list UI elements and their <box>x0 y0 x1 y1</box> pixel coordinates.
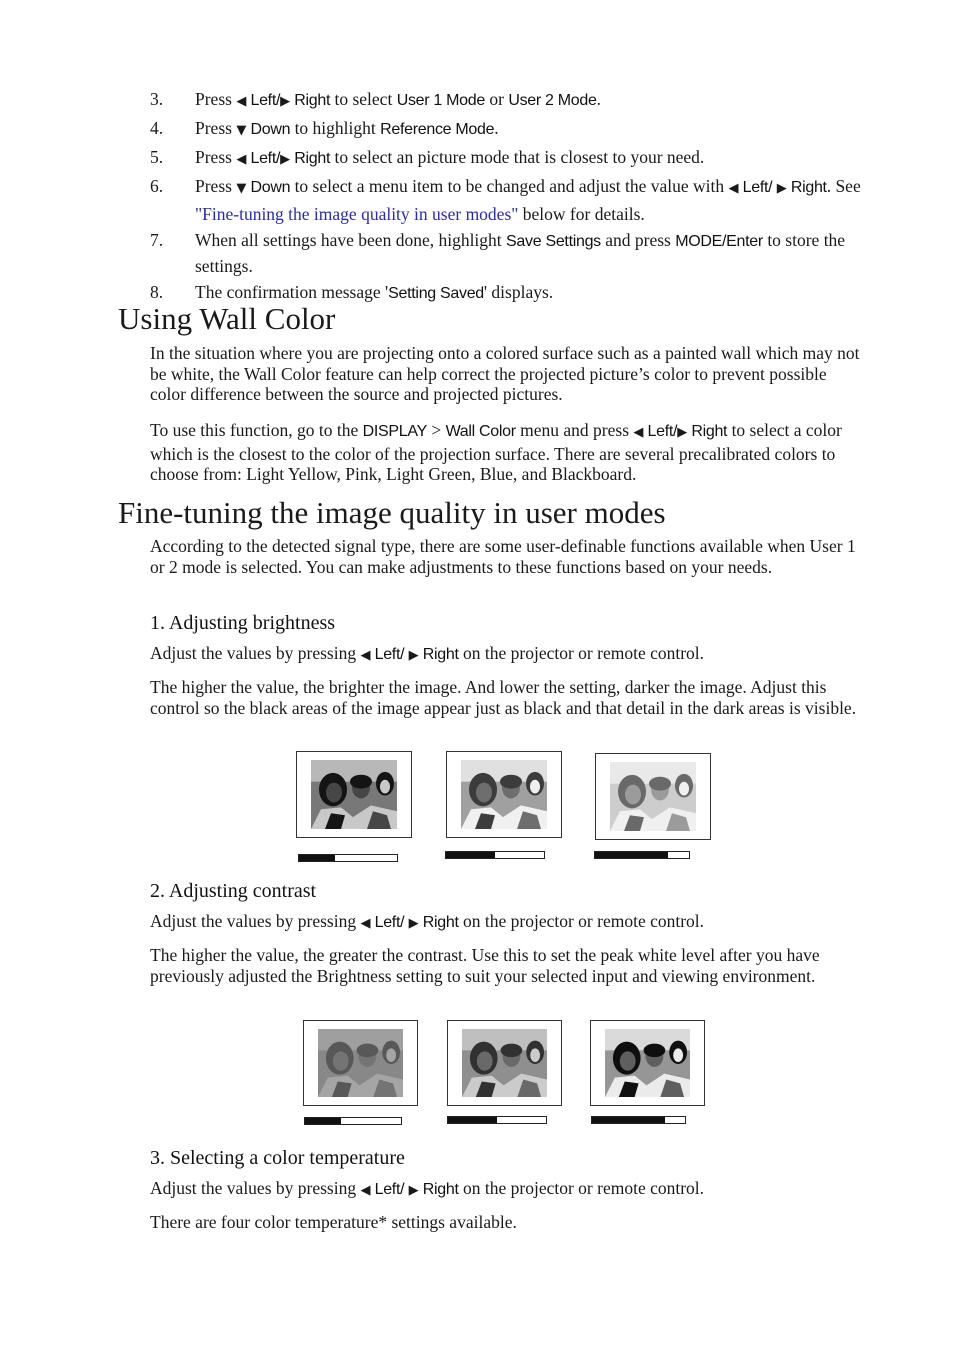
left-arrow-icon: ◀ <box>360 916 371 931</box>
step-item <box>150 116 870 144</box>
text-run: on the projector or remote control. <box>458 643 705 663</box>
down-arrow-icon: ▼ <box>236 123 247 138</box>
level-bar <box>591 1116 686 1124</box>
color-temperature-heading: 3. Selecting a color temperature <box>150 1147 405 1169</box>
step-number: 6. <box>150 176 164 196</box>
text-run: to select a menu item to be changed and adjust the value with <box>290 176 729 196</box>
contrast-paragraph-1 <box>150 911 860 935</box>
step-number: 3. <box>150 89 164 109</box>
menu-term: Down <box>246 121 291 138</box>
right-arrow-icon: ▶ <box>677 425 688 440</box>
level-bar-fill <box>595 852 668 858</box>
color-temperature-paragraph-2 <box>150 1212 860 1233</box>
level-bar-fill <box>592 1117 665 1123</box>
right-arrow-icon: ▶ <box>408 916 419 931</box>
fine-tuning-intro <box>150 536 860 577</box>
wall-color-paragraph-1 <box>150 343 860 405</box>
level-bar <box>447 1116 547 1124</box>
text-run: Press <box>195 176 237 196</box>
text-run: The confirmation message ' <box>195 282 389 302</box>
menu-term: Left/ <box>370 1181 405 1198</box>
step-number: 8. <box>150 282 164 302</box>
menu-term: MODE/Enter <box>675 232 763 250</box>
menu-term: Left/ <box>370 914 405 931</box>
brightness-heading: 1. Adjusting brightness <box>150 612 336 634</box>
text-run: The higher the value, the greater the contrast. Use this to set the peak white level after you have previously adjusted the Brightness setting to suit your selected input and viewing environment. <box>150 945 820 986</box>
text-run: . <box>596 89 601 109</box>
text-run: When all settings have been done, highlight <box>195 229 507 250</box>
level-bar <box>298 854 398 862</box>
text-run: > <box>426 420 446 440</box>
step-item <box>150 174 870 226</box>
text-run: ' displays. <box>483 282 554 302</box>
text-run: Press <box>195 118 237 138</box>
color-temperature-paragraph-1 <box>150 1178 860 1202</box>
right-arrow-icon: ▶ <box>408 648 419 663</box>
left-arrow-icon: ◀ <box>236 94 247 109</box>
menu-term: Right <box>418 646 459 663</box>
sample-image-thumbnail <box>303 1020 418 1106</box>
text-run: or <box>484 89 509 109</box>
menu-term: Wall Color <box>445 423 516 440</box>
fine-tuning-heading: Fine-tuning the image quality in user modes <box>118 495 666 530</box>
sample-photo <box>462 1029 547 1097</box>
menu-term: User 1 Mode <box>396 92 485 109</box>
menu-term: Save Settings <box>506 232 601 250</box>
sample-image-thumbnail <box>595 753 711 840</box>
brightness-paragraph-1 <box>150 643 860 667</box>
contrast-paragraph-2 <box>150 945 860 986</box>
text-run: Adjust the values by pressing <box>150 911 361 931</box>
sample-photo <box>461 760 547 829</box>
sample-image-thumbnail <box>447 1020 562 1106</box>
menu-term: Right <box>786 179 827 196</box>
text-run: . See <box>826 176 861 196</box>
text-run: below for details. <box>518 203 645 224</box>
text-run: to select an picture mode that is closest to your need. <box>330 147 705 167</box>
right-arrow-icon: ▶ <box>776 181 787 196</box>
text-run: Adjust the values by pressing <box>150 643 361 663</box>
text-run: In the situation where you are projecting onto a colored surface such as a painted wall which may not be white, the Wall Color feature can help correct the projected picture’s color to prevent possible color difference between the source and projected pictures. <box>150 343 860 404</box>
left-arrow-icon: ◀ <box>728 181 739 196</box>
text-run: and press <box>600 229 676 250</box>
level-bar <box>304 1117 402 1125</box>
text-run: To use this function, go to the <box>150 420 363 440</box>
left-arrow-icon: ◀ <box>236 152 247 167</box>
wall-color-paragraph-2 <box>150 420 860 485</box>
contrast-heading: 2. Adjusting contrast <box>150 880 317 902</box>
level-bar-fill <box>299 855 335 861</box>
step-number: 5. <box>150 147 164 167</box>
menu-term: Right <box>290 150 331 167</box>
sample-image-thumbnail <box>446 751 562 838</box>
sample-photo <box>605 1029 690 1097</box>
text-run: to select <box>330 89 397 109</box>
menu-term: Right <box>418 914 459 931</box>
menu-term: User 2 Mode <box>508 92 597 109</box>
text-run: According to the detected signal type, there are some user-definable functions available when User 1 or 2 mode is selected. You can make adjustments to these functions based on your needs. <box>150 536 856 577</box>
text-run: The higher the value, the brighter the image. And lower the setting, darker the image. Adjust this control so the black areas of the image appear just as black and that detail in the dark areas is visible. <box>150 677 857 718</box>
menu-term: Right <box>418 1181 459 1198</box>
step-item <box>150 145 870 173</box>
step-item <box>150 228 870 279</box>
menu-term: Reference Mode <box>380 121 495 138</box>
text-run: There are four color temperature* settings available. <box>150 1212 517 1232</box>
sample-photo <box>311 760 397 829</box>
level-bar <box>594 851 690 859</box>
sample-photo <box>610 762 696 831</box>
sample-image-thumbnail <box>590 1020 705 1106</box>
right-arrow-icon: ▶ <box>280 94 291 109</box>
menu-term: DISPLAY <box>362 423 427 440</box>
sample-image-thumbnail <box>296 751 412 838</box>
menu-term: Left/ <box>246 150 281 167</box>
menu-term: Setting Saved <box>388 285 484 302</box>
text-run: . <box>494 118 499 138</box>
menu-term: Left/ <box>643 423 678 440</box>
text-run: to select a color which is the closest to the color of the projection surface. There are several precalibrated colors to choose from: Light Yellow, Pink, Light Green, Blue, and Blackboard. <box>150 420 842 484</box>
right-arrow-icon: ▶ <box>408 1183 419 1198</box>
text-run: Press <box>195 89 237 109</box>
left-arrow-icon: ◀ <box>633 425 644 440</box>
step-item <box>150 87 870 115</box>
menu-term: Left/ <box>246 92 281 109</box>
left-arrow-icon: ◀ <box>360 648 371 663</box>
menu-term: Left/ <box>370 646 405 663</box>
level-bar <box>445 851 545 859</box>
text-run: to highlight <box>290 118 381 138</box>
text-run: on the projector or remote control. <box>458 1178 705 1198</box>
menu-term: Right <box>290 92 331 109</box>
level-bar-fill <box>446 852 495 858</box>
level-bar-fill <box>448 1117 497 1123</box>
step-number: 4. <box>150 118 164 138</box>
step-number: 7. <box>150 229 164 250</box>
menu-term: Down <box>246 179 291 196</box>
cross-reference-link[interactable]: "Fine-tuning the image quality in user modes" <box>195 203 519 224</box>
text-run: Press <box>195 147 237 167</box>
right-arrow-icon: ▶ <box>280 152 291 167</box>
brightness-paragraph-2 <box>150 677 860 718</box>
step-list <box>150 87 870 308</box>
level-bar-fill <box>305 1118 341 1124</box>
wall-color-heading: Using Wall Color <box>118 301 336 336</box>
down-arrow-icon: ▼ <box>236 181 247 196</box>
text-run: to store the settings. <box>195 229 846 276</box>
menu-term: Right <box>687 423 728 440</box>
text-run: on the projector or remote control. <box>458 911 705 931</box>
text-run: Adjust the values by pressing <box>150 1178 361 1198</box>
sample-photo <box>318 1029 403 1097</box>
text-run: menu and press <box>515 420 634 440</box>
left-arrow-icon: ◀ <box>360 1183 371 1198</box>
menu-term: Left/ <box>738 179 773 196</box>
